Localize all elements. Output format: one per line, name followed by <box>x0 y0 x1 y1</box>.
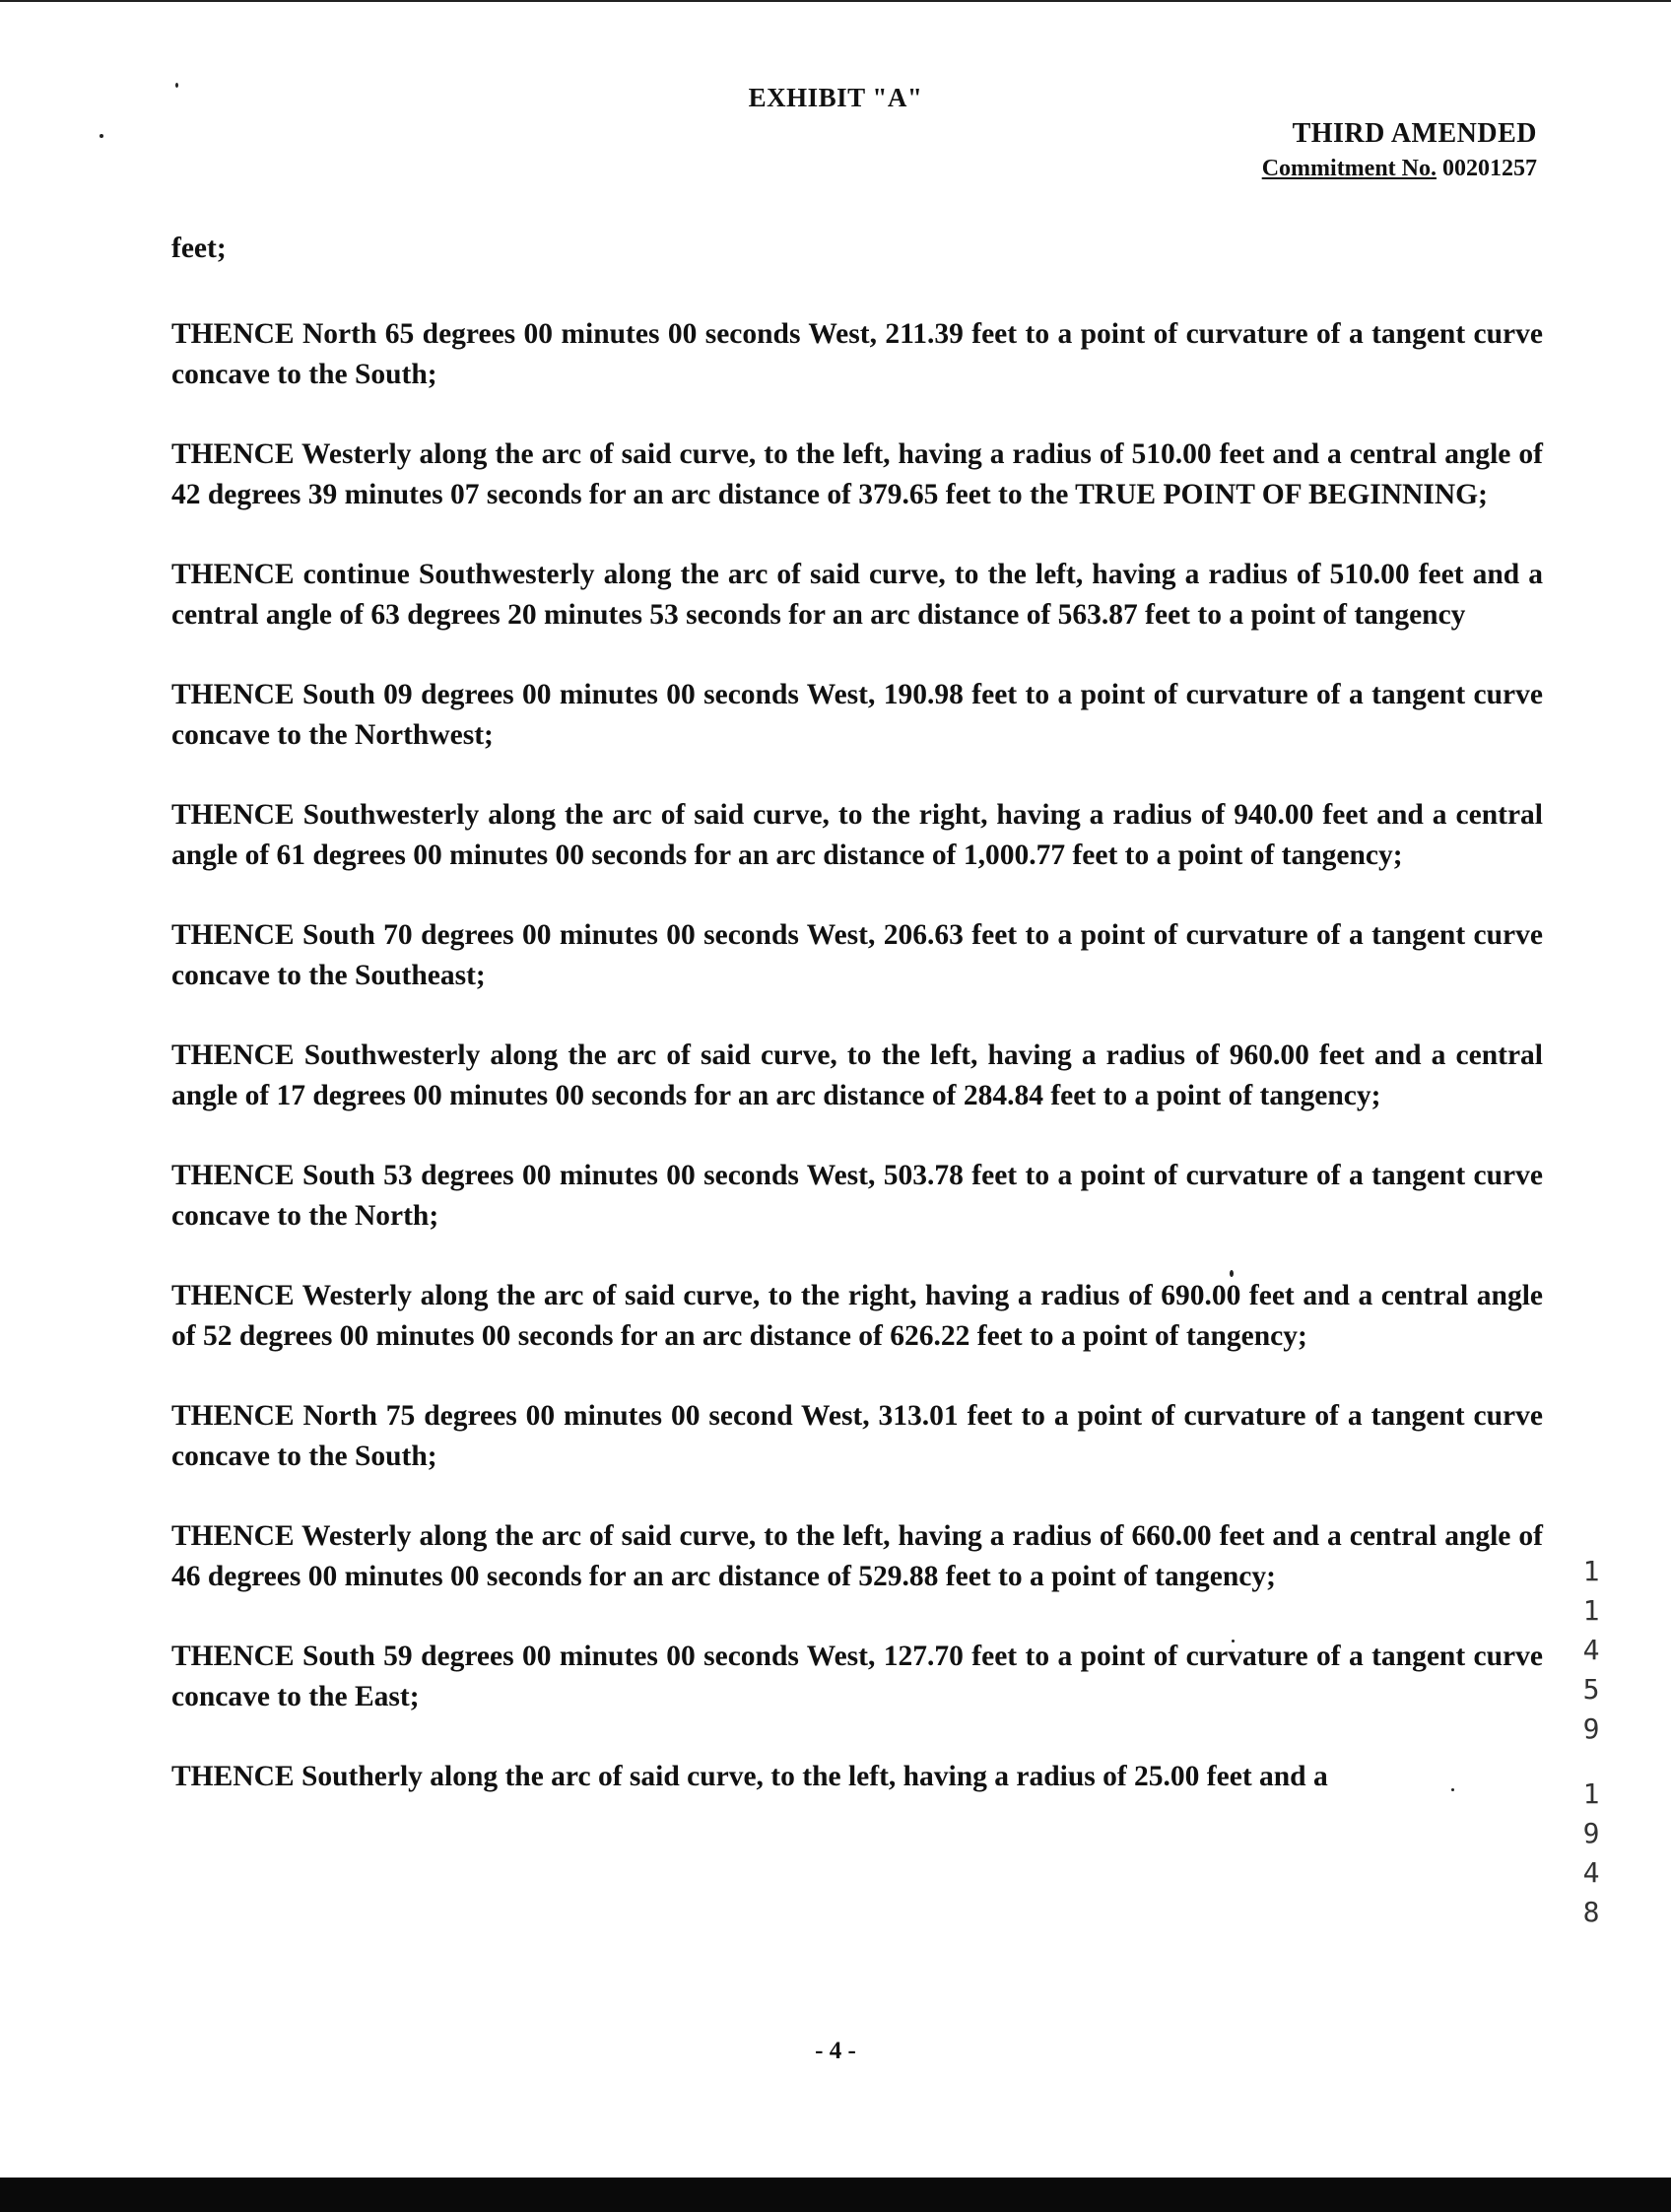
page-number: - 4 - <box>815 2038 856 2064</box>
scan-bottom-edge <box>0 2178 1671 2212</box>
legal-description-body <box>171 229 1543 1837</box>
paragraph: THENCE Westerly along the arc of said curve, to the left, having a radius of 510.00 feet and a central angle of 42 degrees 39 minutes 07 seconds for an arc distance of 379.65 feet to the TRUE POINT OF BEGINNING; <box>171 438 1543 510</box>
exhibit-title: EXHIBIT "A" <box>748 83 923 112</box>
stamp-char: 1 <box>1582 1555 1600 1587</box>
stamp-char: 9 <box>1582 1817 1600 1849</box>
stamp-char: 4 <box>1582 1856 1600 1889</box>
paragraph: THENCE Westerly along the arc of said curve, to the right, having a radius of 690.00 feet and a central angle of 52 degrees 00 minutes 00 seconds for an arc distance of 626.22 feet to a point of tangency; <box>171 1280 1543 1352</box>
paragraph: THENCE Southwesterly along the arc of said curve, to the left, having a radius of 960.00 feet and a central angle of 17 degrees 00 minutes 00 seconds for an arc distance of 284.84 feet to a point of tangency; <box>171 1039 1543 1111</box>
paragraph: THENCE South 59 degrees 00 minutes 00 seconds West, 127.70 feet to a point of curvature of a tangent curve concave to the East; <box>171 1641 1543 1712</box>
paragraph: THENCE South 70 degrees 00 minutes 00 seconds West, 206.63 feet to a point of curvature of a tangent curve concave to the Southeast; <box>171 919 1543 991</box>
stamp-char: 1 <box>1582 1777 1600 1810</box>
stamp-char: 9 <box>1582 1712 1600 1745</box>
commitment-label: Commitment No. <box>1261 156 1437 181</box>
paragraph: THENCE North 65 degrees 00 minutes 00 seconds West, 211.39 feet to a point of curvature of a tangent curve concave to the South; <box>171 318 1543 390</box>
paragraph: THENCE South 53 degrees 00 minutes 00 seconds West, 503.78 feet to a point of curvature of a tangent curve concave to the North; <box>171 1160 1543 1232</box>
commitment-line <box>1262 152 1537 185</box>
paragraph: THENCE Westerly along the arc of said curve, to the left, having a radius of 660.00 feet and a central angle of 46 degrees 00 minutes 00 seconds for an arc distance of 529.88 feet to a point of tangency; <box>171 1520 1543 1592</box>
scan-speck <box>100 134 103 138</box>
vertical-document-stamp <box>1576 1552 1606 1932</box>
paragraph: THENCE Southerly along the arc of said curve, to the left, having a radius of 25.00 feet and a <box>171 1761 1328 1792</box>
paragraph: feet; <box>171 233 227 264</box>
stamp-char: 1 <box>1582 1594 1600 1627</box>
paragraph: THENCE Southwesterly along the arc of said curve, to the right, having a radius of 940.00 feet and a central angle of 61 degrees 00 minutes 00 seconds for an arc distance of 1,000.77 feet to a point of tangency; <box>171 799 1543 871</box>
stamp-char: 5 <box>1582 1673 1600 1706</box>
scan-top-edge <box>0 0 1671 2</box>
paragraph: THENCE South 09 degrees 00 minutes 00 seconds West, 190.98 feet to a point of curvature of a tangent curve concave to the Northwest; <box>171 679 1543 751</box>
paragraph: THENCE North 75 degrees 00 minutes 00 second West, 313.01 feet to a point of curvature of a tangent curve concave to the South; <box>171 1400 1543 1472</box>
stamp-char: 4 <box>1582 1634 1600 1666</box>
document-header-block <box>1262 116 1537 185</box>
commitment-number: 00201257 <box>1442 156 1537 181</box>
paragraph: THENCE continue Southwesterly along the arc of said curve, to the left, having a radius of 510.00 feet and a central angle of 63 degrees 20 minutes 53 seconds for an arc distance of 563.87 feet to a point of tangency <box>171 559 1543 631</box>
amendment-label: THIRD AMENDED <box>1292 118 1537 149</box>
stamp-char: 8 <box>1582 1896 1600 1928</box>
